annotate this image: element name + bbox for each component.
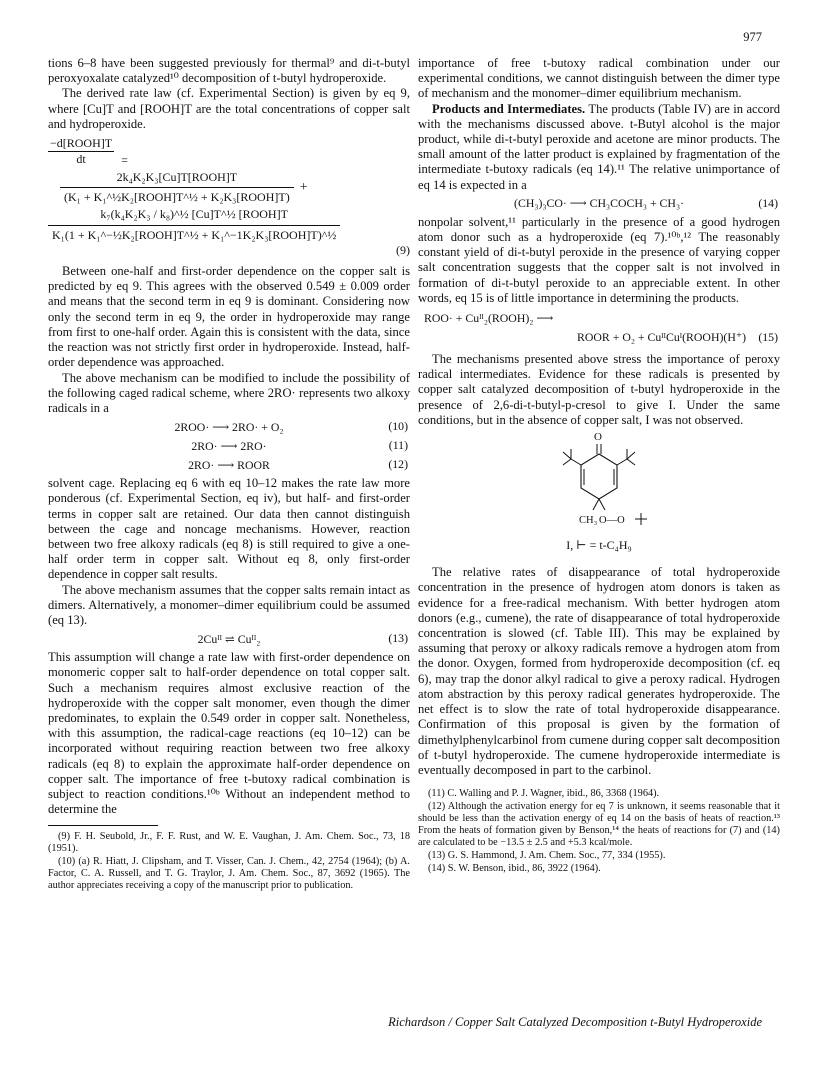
left-paragraph-4: The above mechanism can be modified to include the possibility of the following caged radical scheme, where 2RO· represents two alkoxy radicals in a [48,370,410,415]
left-footnotes [48,831,410,892]
eq9-lhs-denominator: dt [76,152,86,167]
right-paragraph-1: importance of free t-butoxy radical combination under our experimental conditions, we cannot distinguish between the dimer type of mechanism and the monomer–dimer equilibrium mechanism. [418,56,780,101]
equation-15-line-1 [418,311,780,327]
eq9-equals: = [121,152,128,167]
equation-12 [48,457,410,473]
right-paragraph-3: nonpolar solvent,¹¹ particularly in the presence of a good hydrogen atom donor such as a hydroperoxide (eq 7).¹⁰ᵇ,¹² The reasonably constant yield of di-t-butyl peroxide in the presence of varying copper salt concentration suggests that the copper salt is not involved in formation of di-t-butyl peroxide to an appreciable extent. In other words, eq 15 is of little importance in determining the products. [418,214,780,305]
eq10-number: (10) [388,419,408,434]
right-paragraph-2: The products (Table IV) are in accord with the mechanisms discussed above. t-Butyl alcohol is the major product, while di-t-butyl peroxide and acetone are minor products. The small amount of the latter product is explained by fragmentation of the intermediate t-butoxy radicals (eq 14).¹¹ The relative unimportance of eq 14 is expected in a [418,101,781,192]
eq9-lhs-numerator: −d[ROOH]T [48,136,114,152]
equation-15-line-2 [418,330,780,346]
eq9-term2-numerator: k₇(k₄K₂K₃ / k₈)^½ [Cu]T^½ [ROOH]T [100,207,288,222]
eq13-text: 2Cuᴵᴵ ⇌ Cuᴵᴵ₂ [197,631,261,646]
equation-11 [48,438,410,454]
eq11-number: (11) [388,438,408,453]
structure-oxygen-label: O [594,431,602,444]
eq14-text: (CH₃)₃CO· ⟶ CH₃COCH₃ + CH₃· [514,196,684,211]
page-number: 977 [743,30,762,44]
eq9-term1-denominator: (K₁ + K₁^½K₂[ROOH]T^½ + K₂K₃[ROOH]T) [60,187,294,205]
running-footer: Richardson / Copper Salt Catalyzed Decomposition t-Butyl Hydroperoxide [388,1015,762,1029]
eq9-term2-denominator: K₁(1 + K₁^−½K₂[ROOH]T^½ + K₁^−1K₂K₃[ROOH]T)^½ [48,225,340,243]
eq15-number: (15) [758,330,778,345]
footnote-10: (10) (a) R. Hiatt, J. Clipsham, and T. Visser, Can. J. Chem., 42, 2754 (1964); (b) A. Factor, C. A. Russell, and T. G. Traylor, J. Am. Chem. Soc., 87, 3692 (1965). The author appreciates receiving a copy of the manuscript prior to publication. [48,856,410,892]
equation-14 [418,196,780,212]
structure-ch3-label: CH₃ [579,515,598,527]
structure-peroxide-label: O—O [599,515,625,527]
equation-13 [48,631,410,647]
structure-caption: I, ⊢ = t-C₄H₉ [566,538,632,553]
right-paragraph-5: The relative rates of disappearance of total hydroperoxide concentration in the presence of hydrogen atom donors is taken as evidence for a free-radical mechanism. With better hydrogen atom donors (e.g., cumene), the rate of disappearance of total hydroperoxide concentration is slowed (cf. Table III). This may be explained by assuming that peroxy or alkoxy radicals remove a hydrogen atom from the donor. Oxygen, formed from hydroperoxide decomposition (cf. eq 6), may trap the donor alkyl radical to give a peroxy radical. Hydrogen atom abstraction by this peroxy radical generates hydroperoxide. The net effect is to slow the rate of total hydroperoxide disappearance. Confirmation of this proposal is given by the formation of dimethylphenylcarbinol from cumene during copper salt decomposition of t-butyl hydroperoxide. The cumene hydroperoxide intermediate is eventually decomposed in part to the carbinol. [418,565,780,777]
left-column [48,56,410,893]
section-heading-products: Products and Intermediates. [432,101,586,116]
left-paragraph-7: This assumption will change a rate law with first-order dependence on monomeric copper salt to half-order dependence on total copper salt. Such a mechanism requires almost exclusive reaction of the hydroperoxide with the copper salt monomer, even though the dimer predominates, to explain the 0.549 order in copper salt. Nonetheless, with this assumption, the radical-cage reactions (eq 10–12) can be incorporated without requiring reaction between two free alkoxy radicals (eq 8) to explain the approximate half-order dependence on copper salt. The importance of free t-butoxy radical combination is subject to reaction conditions.¹⁰ᵇ Without an independent method to determine the [48,650,410,817]
equation-10 [48,419,410,435]
eq11-text: 2RO· ⟶ 2RO· [191,438,267,453]
eq9-term1-numerator: 2k₄K₂K₃[Cu]T[ROOH]T [116,170,238,185]
eq9-number: (9) [396,242,410,257]
eq10-text: 2ROO· ⟶ 2RO· + O₂ [174,419,284,434]
left-paragraph-5: solvent cage. Replacing eq 6 with eq 10–12 makes the rate law more ponderous (cf. Experimental Section, eq iv), but half- and first-order terms in copper salt are retained. Our data then cannot distinguish between the cage and noncage mechanisms. However, reaction between two free alkoxy radicals (eq 8) is still required to give a one-half order term in copper salt. Without eq 8, only first-order dependence in copper salt results. [48,476,410,582]
right-column [418,56,780,876]
footnote-11: (11) C. Walling and P. J. Wagner, ibid., 86, 3368 (1964). [428,788,660,800]
left-paragraph-1: tions 6–8 have been suggested previously for thermal⁹ and di-t-butyl peroxyoxalate catalyzed¹⁰ decomposition of t-butyl hydroperoxide. [48,56,410,86]
left-paragraph-2: The derived rate law (cf. Experimental Section) is given by eq 9, where [Cu]T and [ROOH]T are the total concentrations of copper salt and hydroperoxide. [48,86,410,131]
left-paragraph-6: The above mechanism assumes that the copper salts remain intact as dimers. Alternatively, a monomer–dimer equilibrium could be assumed (eq 13). [48,582,410,627]
equation-9 [48,136,410,258]
right-paragraph-4: The mechanisms presented above stress the importance of peroxy radical intermediates. Evidence for these radicals is presented by copper salt catalyzed decomposition of t-butyl hydroperoxide in the presence of 2,6-di-t-butyl-p-cresol to give I. Under the same conditions, but in the absence of copper salt, I was not observed. [418,352,780,427]
right-footnotes [418,788,780,875]
footnote-13: (13) G. S. Hammond, J. Am. Chem. Soc., 77, 334 (1955). [428,850,666,862]
eq13-number: (13) [388,631,408,646]
footnote-rule [48,825,158,826]
eq14-number: (14) [758,195,778,210]
eq15-line2: ROOR + O₂ + CuᴵᴵCuᴵ(ROOH)(H⁺) [577,330,746,345]
footnote-12: (12) Although the activation energy for eq 7 is unknown, it seems reasonable that it should be less than the activation energy of eq 14 on the basis of heats of reaction.¹³ From the heats of formation given by Benson,¹⁴ the heats of reactions for (7) and (14) are calculated to be −13.5 ± 2.5 and +5.3 kcal/mole. [418,801,780,849]
structure-I [418,431,780,534]
eq9-plus: + [299,180,308,196]
footnote-9: (9) F. H. Seubold, Jr., F. F. Rust, and W. E. Vaughan, J. Am. Chem. Soc., 73, 18 (1951). [48,831,410,855]
footnote-14: (14) S. W. Benson, ibid., 86, 3922 (1964). [428,863,601,875]
left-paragraph-3: Between one-half and first-order dependence on the copper salt is predicted by eq 9. This agrees with the observed 0.549 ± 0.009 order and means that the second term in eq 9 is dominant. Considering now only the second term in eq 9, the order in hydroperoxide may range from first to one-half order. Again this is consistent with the data, since the reaction was not strictly first order in hydroperoxide. Instead, half-order dependence was approached. [48,264,410,370]
eq15-line1: ROO· + Cuᴵᴵ₂(ROOH)₂ ⟶ [424,311,554,326]
eq12-number: (12) [388,457,408,472]
eq12-text: 2RO· ⟶ ROOR [188,457,270,472]
